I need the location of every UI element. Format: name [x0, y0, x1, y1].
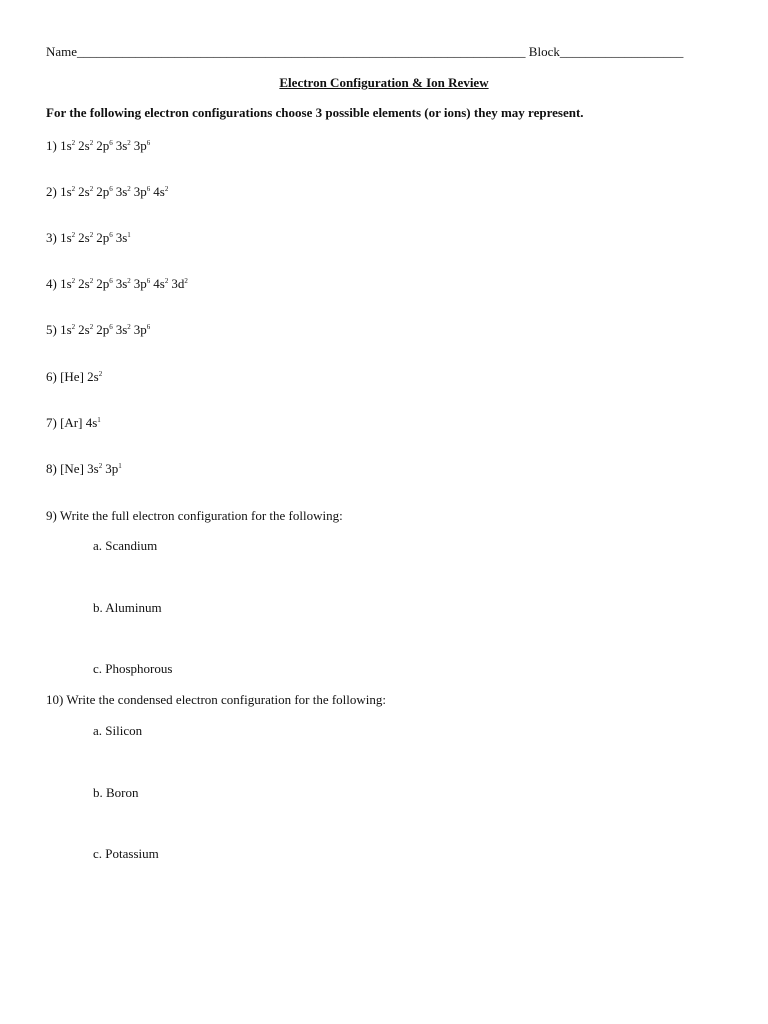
question-3: [46, 230, 131, 246]
orbital-term: $2p^6$: [96, 322, 113, 337]
electron-count: 2: [127, 139, 131, 147]
question-4: [46, 276, 188, 292]
electron-count: 1: [97, 416, 101, 424]
question-number: 4): [46, 276, 61, 291]
electron-count: 2: [127, 185, 131, 193]
question-number: 2): [46, 184, 61, 199]
name-label: Name: [46, 44, 78, 59]
orbital-term: $4s^1$: [85, 415, 101, 430]
electron-count: 1: [118, 462, 122, 470]
electron-count: 6: [146, 139, 151, 147]
name-block-header: [46, 44, 718, 60]
question-number: 5): [46, 322, 61, 337]
electron-count: 2: [89, 323, 94, 331]
question-10b: b. Boron: [93, 785, 139, 800]
question-6: [46, 369, 102, 385]
electron-count: 6: [146, 277, 151, 285]
electron-count: 2: [89, 139, 94, 147]
orbital-term: $2p^6$: [96, 276, 113, 291]
electron-count: 6: [109, 277, 113, 285]
electron-count: 2: [89, 277, 94, 285]
question-1: [46, 138, 150, 154]
question-8: [46, 461, 122, 477]
question-10a: a. Silicon: [93, 723, 143, 738]
orbital-term: $3s^1$: [115, 230, 131, 245]
orbital-term: $4s^2$: [153, 276, 169, 291]
electron-count: 2: [71, 277, 76, 285]
orbital-term: $3s^2$: [115, 184, 131, 199]
question-9b: b. Aluminum: [93, 600, 162, 615]
orbital-term: $3s^2$: [87, 461, 103, 476]
question-9c: c. Phosphorous: [93, 661, 173, 676]
orbital-term: $3p^1$: [105, 461, 122, 476]
orbital-term: $2s^2$: [78, 230, 94, 245]
orbital-term: $2s^2$: [87, 369, 103, 384]
orbital-term: $1s^2$: [60, 184, 76, 199]
question-5: [46, 322, 150, 338]
electron-count: 2: [71, 139, 76, 147]
electron-count: 6: [109, 323, 113, 331]
orbital-term: $1s^2$: [60, 276, 76, 291]
question-2: [46, 184, 168, 200]
question-10-prompt: 10) Write the condensed electron configuration for the following:: [46, 692, 387, 707]
electron-count: 6: [146, 185, 151, 193]
question-number: 3): [46, 230, 61, 245]
question-number: 1): [46, 138, 61, 153]
orbital-term: $2s^2$: [78, 184, 94, 199]
electron-count: 2: [98, 370, 103, 378]
orbital-term: $3p^6$: [133, 184, 151, 199]
orbital-term: $2p^6$: [96, 138, 113, 153]
orbital-term: $1s^2$: [60, 230, 76, 245]
orbital-term: $3d^2$: [171, 276, 188, 291]
instructions: For the following electron configurations choose 3 possible elements (or ions) they may represent.: [46, 105, 584, 120]
question-7: [46, 415, 101, 431]
electron-count: 2: [164, 185, 169, 193]
orbital-term: $3s^2$: [115, 276, 131, 291]
electron-count: 2: [71, 231, 76, 239]
worksheet-title: Electron Configuration & Ion Review: [279, 75, 489, 90]
orbital-term: $3s^2$: [115, 138, 131, 153]
question-number: 7): [46, 415, 61, 430]
electron-count: 2: [127, 277, 131, 285]
electron-count: 2: [184, 277, 188, 285]
question-10c: c. Potassium: [93, 846, 159, 861]
block-blank-line[interactable]: ___________________: [559, 44, 684, 59]
noble-gas-core: [Ne]: [60, 461, 88, 476]
electron-count: 2: [164, 277, 169, 285]
electron-count: 6: [109, 139, 113, 147]
noble-gas-core: [He]: [60, 369, 88, 384]
question-number: 8): [46, 461, 61, 476]
orbital-term: $1s^2$: [60, 322, 76, 337]
orbital-term: $2p^6$: [96, 230, 113, 245]
orbital-term: $2s^2$: [78, 322, 94, 337]
orbital-term: $4s^2$: [153, 184, 169, 199]
orbital-term: $2s^2$: [78, 138, 94, 153]
electron-count: 6: [109, 185, 113, 193]
name-blank-line[interactable]: _____________________________________________________________________: [77, 44, 526, 59]
orbital-term: $1s^2$: [60, 138, 76, 153]
electron-count: 2: [71, 323, 76, 331]
orbital-term: $3s^2$: [115, 322, 131, 337]
electron-count: 6: [109, 231, 113, 239]
electron-count: 2: [89, 185, 94, 193]
question-9a: a. Scandium: [93, 538, 158, 553]
orbital-term: $3p^6$: [133, 138, 151, 153]
question-number: 6): [46, 369, 61, 384]
orbital-term: $3p^6$: [133, 322, 151, 337]
question-9-prompt: 9) Write the full electron configuration for the following:: [46, 508, 343, 523]
electron-count: 2: [89, 231, 94, 239]
electron-count: 6: [146, 323, 151, 331]
electron-count: 2: [71, 185, 76, 193]
orbital-term: $3p^6$: [133, 276, 151, 291]
noble-gas-core: [Ar]: [60, 415, 86, 430]
electron-count: 1: [127, 231, 131, 239]
electron-count: 2: [98, 462, 103, 470]
block-label: Block: [528, 44, 560, 59]
electron-count: 2: [127, 323, 131, 331]
orbital-term: $2p^6$: [96, 184, 113, 199]
orbital-term: $2s^2$: [78, 276, 94, 291]
